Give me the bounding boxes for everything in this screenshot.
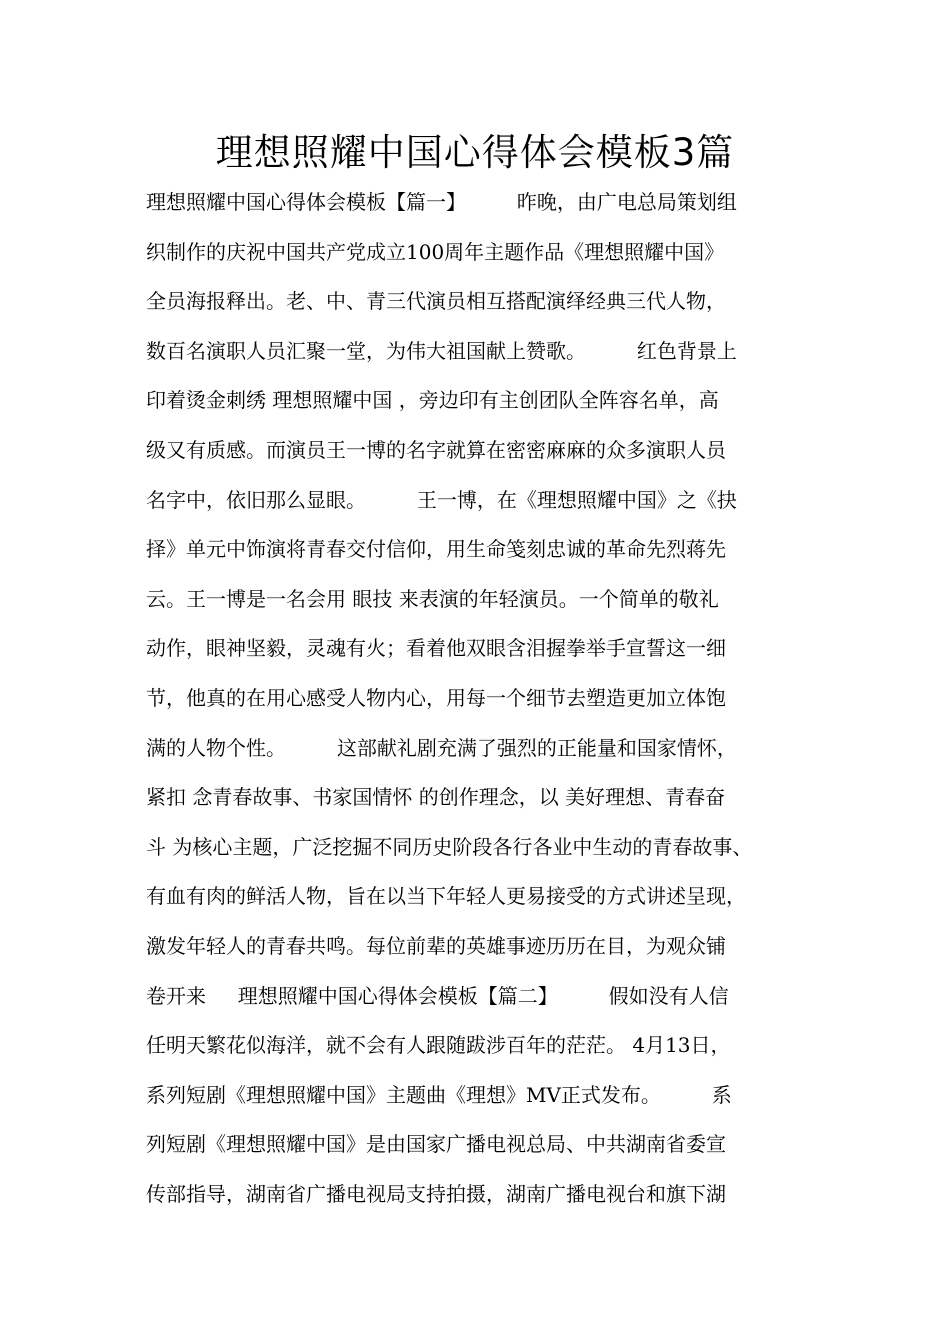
body-line: 卷开来 理想照耀中国心得体会模板【篇二】 假如没有人信 (146, 983, 729, 1008)
body-line: 织制作的庆祝中国共产党成立100周年主题作品《理想照耀中国》 (146, 239, 725, 264)
body-line: 满的人物个性。 这部献礼剧充满了强烈的正能量和国家情怀， (146, 735, 737, 760)
body-line: 传部指导，湖南省广播电视局支持拍摄，湖南广播电视台和旗下湖 (146, 1181, 726, 1206)
body-line: 全员海报释出。老、中、青三代演员相互搭配演绎经典三代人物， (146, 289, 726, 314)
body-line: 激发年轻人的青春共鸣。每位前辈的英雄事迹历历在目，为观众铺 (146, 933, 726, 958)
body-line: 节，他真的在用心感受人物内心，用每一个细节去塑造更加立体饱 (146, 685, 726, 710)
body-line: 紧扣 念青春故事、书家国情怀 的创作理念，以 美好理想、青春奋 (146, 785, 726, 810)
document-title: 理想照耀中国心得体会模板3篇 (215, 131, 735, 174)
body-line: 系列短剧《理想照耀中国》主题曲《理想》MV正式发布。 系 (146, 1082, 732, 1107)
body-line: 云。王一博是一名会用 眼技 来表演的年轻演员。一个简单的敬礼 (146, 586, 719, 611)
body-line: 有血有肉的鲜活人物，旨在以当下年轻人更易接受的方式讲述呈现， (146, 884, 746, 909)
body-line: 数百名演职人员汇聚一堂，为伟大祖国献上赞歌。 红色背景上 (146, 338, 737, 363)
body-line: 名字中，依旧那么显眼。 王一博，在《理想照耀中国》之《抉 (146, 487, 737, 512)
body-line: 列短剧《理想照耀中国》是由国家广播电视总局、中共湖南省委宣 (146, 1132, 726, 1157)
body-line: 任明天繁花似海洋，就不会有人跟随跋涉百年的茫茫。 4月13日， (146, 1033, 731, 1058)
body-line: 择》单元中饰演将青春交付信仰，用生命笺刻忠诚的革命先烈蒋先 (146, 537, 726, 562)
body-line: 斗 为核心主题，广泛挖掘不同历史阶段各行各业中生动的青春故事、 (146, 834, 753, 859)
body-line: 动作，眼神坚毅，灵魂有火；看着他双眼含泪握拳举手宣誓这一细 (146, 636, 726, 661)
body-line: 印着烫金刺绣 理想照耀中国 ，旁边印有主创团队全阵容名单，高 (146, 388, 719, 413)
body-line: 级又有质感。而演员王一博的名字就算在密密麻麻的众多演职人员 (146, 437, 726, 462)
document-body (146, 178, 816, 1219)
body-line: 理想照耀中国心得体会模板【篇一】 昨晚，由广电总局策划组 (146, 190, 737, 214)
